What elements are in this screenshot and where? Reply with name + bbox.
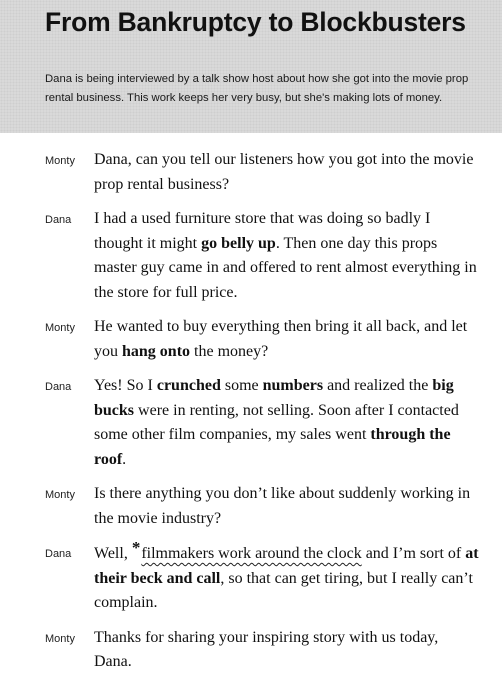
line-text: the money?	[190, 342, 269, 360]
idiom-highlight: through the roof	[94, 426, 451, 468]
line-text: He wanted to buy everything then bring it all back, and let you	[94, 318, 468, 360]
speaker-name: Monty	[45, 489, 75, 501]
line-text: some	[220, 377, 263, 394]
dialogue	[0, 148, 502, 685]
dialogue-turn	[0, 148, 502, 197]
page-title: From Bankruptcy to Blockbusters	[45, 7, 466, 37]
dialogue-line	[94, 148, 479, 197]
speaker-name: Monty	[45, 632, 75, 645]
line-text: .	[122, 450, 127, 468]
line-text: and I’m sort of	[361, 545, 466, 562]
header-panel	[0, 0, 502, 133]
line-text: Thanks for sharing your inspiring story with us today, Dana.	[94, 628, 439, 670]
line-text: . Then one day this props master guy came in and offered to rent almost everything in the store for full price.	[94, 234, 477, 301]
dialogue-turn	[0, 207, 502, 305]
dialogue-line	[94, 374, 479, 472]
asterisk-marker: *	[131, 538, 141, 557]
line-text: Well,	[94, 545, 132, 562]
dialogue-line	[94, 207, 479, 305]
speaker-name: Dana	[45, 381, 72, 393]
dialogue-line	[94, 482, 479, 531]
intro-text: Dana is being interviewed by a talk show host about how she got into the movie prop rental business. This work keeps her very busy, but she's making lots of money.	[45, 73, 469, 104]
line-text: and realized the	[323, 377, 433, 394]
line-text: , so that can get tiring, but I really can’t complain.	[94, 569, 473, 611]
speaker-name: Monty	[45, 155, 75, 167]
dialogue-line	[94, 315, 479, 364]
dialogue-turn	[0, 538, 502, 616]
line-text: I had a used furniture store that was doing so badly I thought it might	[94, 210, 431, 252]
speaker-name: Dana	[45, 214, 72, 226]
wavy-underlined-phrase: filmmakers work around the clock	[141, 545, 362, 562]
dialogue-turn	[0, 315, 502, 364]
idiom-highlight: big bucks	[94, 377, 454, 419]
idiom-highlight: hang onto	[122, 342, 191, 360]
dialogue-turn	[0, 482, 502, 531]
line-text: Is there anything you don’t like about suddenly working in the movie industry?	[94, 485, 471, 527]
dialogue-turn	[0, 374, 502, 472]
speaker-name: Dana	[45, 548, 72, 560]
dialogue-turn	[0, 626, 502, 675]
idiom-highlight: at their beck and call	[94, 545, 479, 587]
idiom-highlight: crunched	[156, 377, 221, 394]
dialogue-line	[94, 626, 479, 675]
line-text: Dana, can you tell our listeners how you got into the movie prop rental business?	[94, 151, 474, 193]
idiom-highlight: go belly up	[201, 234, 276, 252]
idiom-highlight: numbers	[262, 377, 324, 394]
speaker-name: Monty	[45, 322, 75, 334]
line-text: were in renting, not selling. Soon after I contacted some other film companies, my sales went	[94, 401, 459, 443]
dialogue-line	[94, 538, 479, 616]
line-text: Yes! So I	[94, 377, 157, 394]
